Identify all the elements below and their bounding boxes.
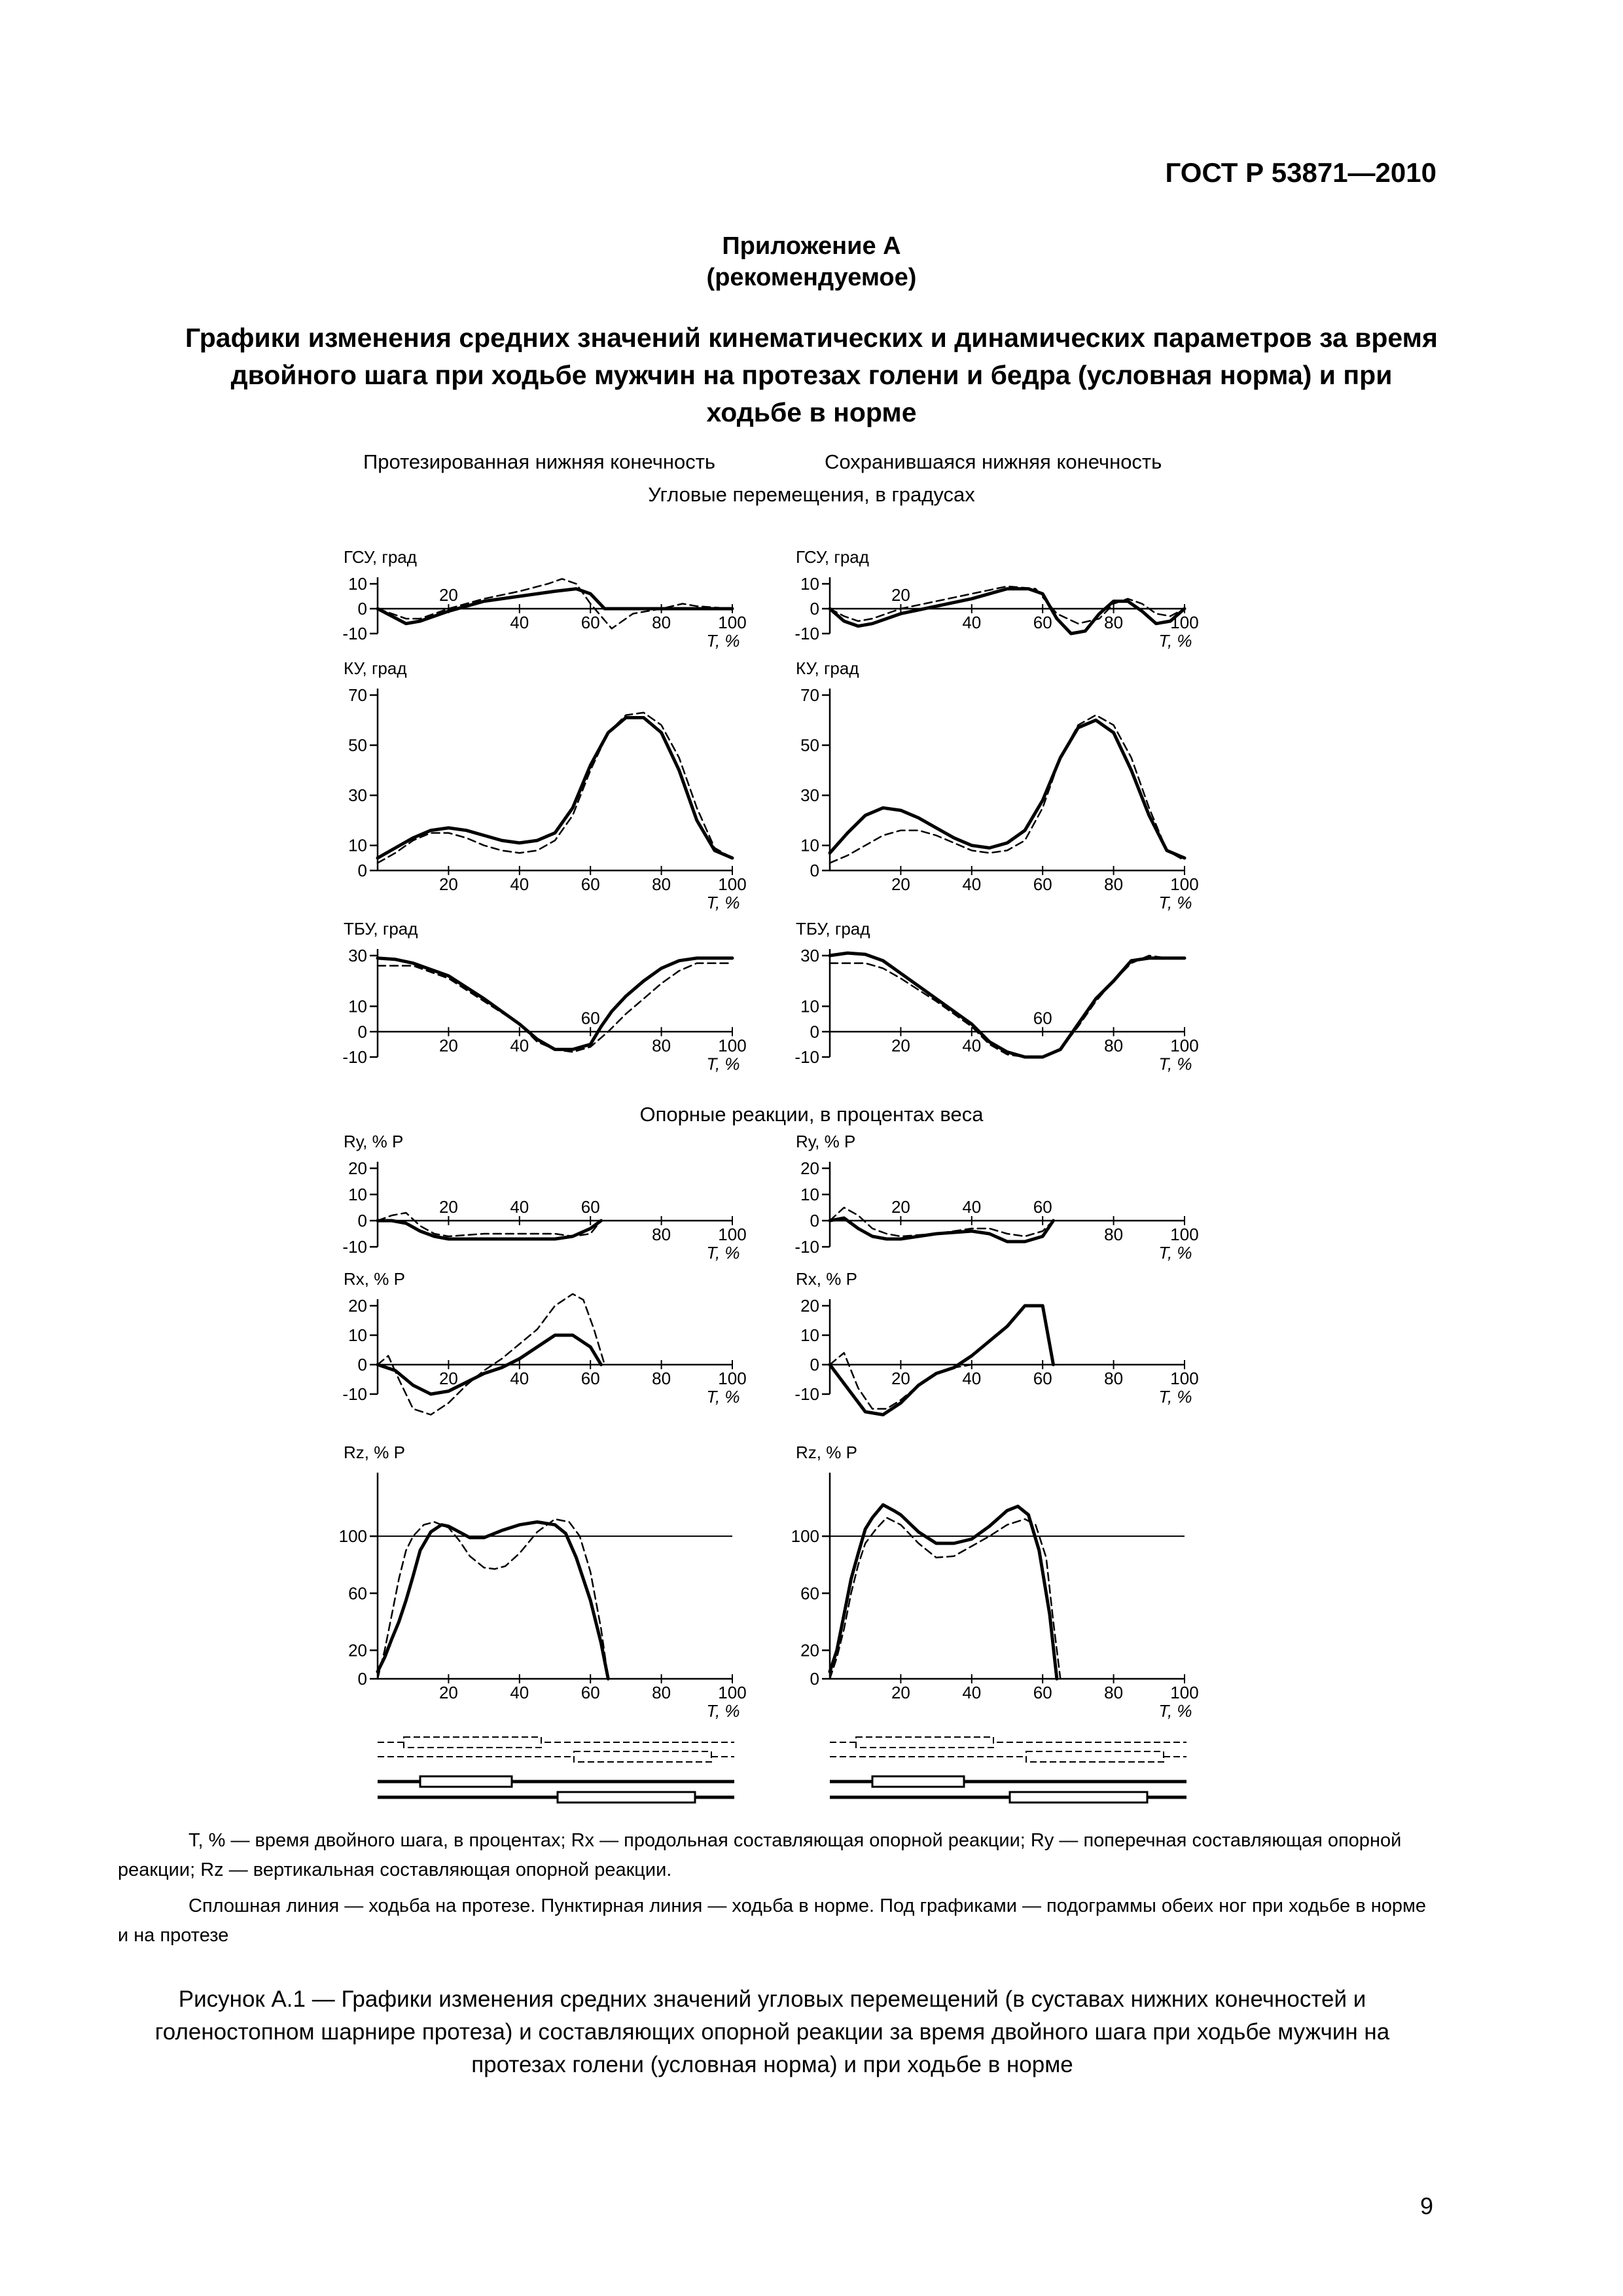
y-tick-label: 10 <box>348 574 367 594</box>
series-prosthesis-line <box>830 1505 1057 1679</box>
x-tick-label: 100 <box>718 1683 747 1702</box>
y-tick-label: 10 <box>348 1325 367 1345</box>
x-axis-label: T, % <box>1158 1387 1192 1407</box>
chart-rx-left <box>342 1269 746 1415</box>
x-tick-label: 100 <box>718 1369 747 1388</box>
y-tick-label: 0 <box>357 861 367 880</box>
y-axis-label: ГСУ, град <box>796 547 869 567</box>
x-tick-label: 60 <box>580 1197 600 1217</box>
series-norm-line <box>830 715 1185 863</box>
series-prosthesis-line <box>378 1522 608 1679</box>
x-tick-label: 20 <box>891 1197 910 1217</box>
podogram-prosthesis-stance <box>558 1792 695 1803</box>
x-tick-label: 80 <box>1104 1035 1124 1056</box>
y-tick-label: 0 <box>357 599 367 619</box>
x-tick-label: 80 <box>652 1225 671 1244</box>
y-axis-label: КУ, град <box>344 658 407 678</box>
y-tick-label: 100 <box>338 1526 367 1547</box>
x-tick-label: 20 <box>438 585 458 605</box>
x-tick-label: 40 <box>510 1197 529 1217</box>
legend-line-styles: Сплошная линия — ходьба на протезе. Пунктирная линия — ходьба в норме. Под графиками — подограммы обеих ног при ходьбе в норме и на протезе <box>118 1895 1427 1946</box>
y-axis-label: Rz, % Р <box>796 1443 857 1462</box>
y-tick-label: -10 <box>794 1384 819 1404</box>
y-tick-label: 0 <box>810 1211 819 1230</box>
x-tick-label: 40 <box>962 1369 982 1388</box>
y-tick-label: 0 <box>357 1211 367 1230</box>
y-tick-label: 10 <box>800 1185 819 1204</box>
x-tick-label: 60 <box>580 1683 600 1702</box>
y-axis-label: Rу, % Р <box>796 1132 856 1151</box>
y-tick-label: 30 <box>348 785 367 806</box>
podogram-norm-stance <box>574 1751 711 1762</box>
y-tick-label: 0 <box>810 1022 819 1042</box>
y-axis-label: Rz, % Р <box>344 1443 405 1462</box>
x-tick-label: 100 <box>1170 1683 1199 1702</box>
x-tick-label: 20 <box>438 1035 458 1056</box>
x-axis-label: T, % <box>706 893 740 912</box>
x-tick-label: 80 <box>652 874 671 894</box>
appendix-subtitle: (рекомендуемое) <box>706 264 917 291</box>
x-tick-label: 60 <box>1033 613 1052 632</box>
y-axis-label: КУ, град <box>796 658 859 678</box>
y-tick-label: 20 <box>800 1158 819 1178</box>
y-tick-label: 100 <box>791 1526 819 1547</box>
y-tick-label: 20 <box>348 1296 367 1316</box>
x-tick-label: 20 <box>438 1197 458 1217</box>
y-tick-label: 30 <box>800 785 819 806</box>
x-tick-label: 40 <box>510 874 529 894</box>
y-tick-label: 10 <box>800 835 819 855</box>
x-tick-label: 40 <box>510 1369 529 1388</box>
y-axis-label: Rх, % Р <box>796 1269 857 1289</box>
series-prosthesis-line <box>830 589 1185 634</box>
x-tick-label: 60 <box>580 613 600 632</box>
chart-rz-left <box>339 1443 747 1721</box>
y-tick-label: 50 <box>800 735 819 755</box>
y-tick-label: 10 <box>800 574 819 594</box>
y-tick-label: 10 <box>348 996 367 1016</box>
x-tick-label: 20 <box>438 1683 458 1702</box>
x-tick-label: 20 <box>438 874 458 894</box>
x-axis-label: T, % <box>706 631 740 651</box>
y-tick-label: -10 <box>794 624 819 643</box>
x-tick-label: 40 <box>510 613 529 632</box>
chart-gsu-right <box>794 547 1198 651</box>
x-tick-label: 80 <box>1104 1369 1124 1388</box>
x-tick-label: 60 <box>1033 1369 1052 1388</box>
podogram-prosthesis-stance <box>872 1776 964 1787</box>
x-tick-label: 40 <box>962 1683 982 1702</box>
standard-code: ГОСТ Р 53871—2010 <box>1165 157 1436 188</box>
legend-notation: T, % — время двойного шага, в процентах; Rx — продольная составляющая опорной реакции; Ry — поперечная составляющая опорной реакции; Rz — вертикальная составляющая опорной реакции. <box>118 1830 1402 1880</box>
podogram-right <box>830 1737 1186 1803</box>
x-tick-label: 100 <box>718 1225 747 1244</box>
x-tick-label: 60 <box>1033 1197 1052 1217</box>
y-tick-label: 30 <box>348 946 367 965</box>
series-norm-line <box>378 1294 605 1415</box>
y-tick-label: -10 <box>794 1047 819 1067</box>
y-tick-label: 10 <box>348 835 367 855</box>
series-norm-line <box>378 713 732 863</box>
x-tick-label: 40 <box>962 1035 982 1056</box>
y-tick-label: 20 <box>800 1640 819 1660</box>
y-tick-label: 0 <box>357 1669 367 1689</box>
y-tick-label: 0 <box>357 1022 367 1042</box>
x-axis-label: T, % <box>1158 631 1192 651</box>
x-axis-label: T, % <box>1158 893 1192 912</box>
page-number: 9 <box>1419 2193 1433 2219</box>
figure-legend <box>118 1826 1427 1950</box>
y-tick-label: 30 <box>800 946 819 965</box>
x-tick-label: 40 <box>510 1035 529 1056</box>
x-tick-label: 100 <box>1170 1225 1199 1244</box>
x-tick-label: 40 <box>962 1197 982 1217</box>
x-tick-label: 80 <box>652 1369 671 1388</box>
podogram-left <box>378 1737 734 1803</box>
series-norm-line <box>378 1519 608 1679</box>
x-tick-label: 20 <box>891 874 910 894</box>
y-tick-label: 20 <box>348 1158 367 1178</box>
podogram-prosthesis-stance <box>1010 1792 1147 1803</box>
x-tick-label: 80 <box>1104 613 1124 632</box>
x-tick-label: 80 <box>1104 1225 1124 1244</box>
podogram-norm-stance <box>1026 1751 1164 1762</box>
chart-ku-left <box>344 658 747 912</box>
section-heading-angles: Угловые перемещения, в градусах <box>648 483 975 506</box>
chart-rx-right <box>794 1269 1198 1415</box>
x-tick-label: 40 <box>962 613 982 632</box>
podogram-norm-stance <box>856 1737 993 1748</box>
y-axis-label: Rу, % Р <box>344 1132 404 1151</box>
x-axis-label: T, % <box>1158 1701 1192 1721</box>
y-axis-label: ТБУ, град <box>796 919 870 939</box>
x-axis-label: T, % <box>706 1243 740 1263</box>
column-heading-prosthetic: Протезированная нижняя конечность <box>363 450 716 473</box>
y-tick-label: -10 <box>342 1237 367 1257</box>
x-axis-label: T, % <box>1158 1243 1192 1263</box>
x-tick-label: 80 <box>652 1035 671 1056</box>
document-title: Графики изменения средних значений кинематических и динамических параметров за время двойного шага при ходьбе мужчин на протезах голени и бедра (условная норма) и при ходьбе в норме <box>185 323 1438 427</box>
y-tick-label: -10 <box>342 624 367 643</box>
x-tick-label: 60 <box>1033 874 1052 894</box>
x-tick-label: 20 <box>438 1369 458 1388</box>
chart-tbu-right <box>794 919 1198 1073</box>
y-tick-label: 0 <box>357 1355 367 1374</box>
chart-tbu-left <box>342 919 746 1073</box>
y-tick-label: -10 <box>794 1237 819 1257</box>
x-tick-label: 100 <box>718 613 747 632</box>
y-tick-label: 60 <box>800 1583 819 1604</box>
podogram-norm-stance <box>404 1737 541 1748</box>
x-tick-label: 60 <box>580 874 600 894</box>
chart-ry-right <box>794 1132 1198 1263</box>
section-heading-reactions: Опорные реакции, в процентах веса <box>639 1103 984 1126</box>
series-prosthesis-line <box>378 718 732 858</box>
x-tick-label: 20 <box>891 585 910 605</box>
x-tick-label: 100 <box>718 1035 747 1056</box>
y-tick-label: 10 <box>800 996 819 1016</box>
chart-ku-right <box>796 658 1199 912</box>
y-tick-label: 0 <box>810 1669 819 1689</box>
series-norm-line <box>830 956 1185 1057</box>
y-tick-label: -10 <box>342 1047 367 1067</box>
y-tick-label: 70 <box>800 685 819 705</box>
x-tick-label: 60 <box>580 1008 600 1028</box>
chart-gsu-left <box>342 547 746 651</box>
x-axis-label: T, % <box>1158 1054 1192 1074</box>
x-tick-label: 80 <box>1104 1683 1124 1702</box>
series-prosthesis-line <box>830 720 1185 858</box>
y-tick-label: 0 <box>810 599 819 619</box>
y-axis-label: Rх, % Р <box>344 1269 405 1289</box>
series-norm-line <box>378 963 732 1052</box>
y-tick-label: -10 <box>342 1384 367 1404</box>
y-tick-label: 70 <box>348 685 367 705</box>
x-tick-label: 60 <box>1033 1008 1052 1028</box>
y-axis-label: ГСУ, град <box>344 547 417 567</box>
series-norm-line <box>378 579 732 628</box>
y-tick-label: 0 <box>810 861 819 880</box>
series-prosthesis-line <box>378 589 732 624</box>
y-tick-label: 50 <box>348 735 367 755</box>
x-tick-label: 40 <box>962 874 982 894</box>
column-heading-intact: Сохранившаяся нижняя конечность <box>825 450 1162 473</box>
x-tick-label: 80 <box>1104 874 1124 894</box>
x-tick-label: 60 <box>1033 1683 1052 1702</box>
x-tick-label: 100 <box>718 874 747 894</box>
x-tick-label: 20 <box>891 1683 910 1702</box>
y-tick-label: 20 <box>800 1296 819 1316</box>
series-prosthesis-line <box>830 1218 1054 1242</box>
x-tick-label: 100 <box>1170 1369 1199 1388</box>
y-tick-label: 60 <box>348 1583 367 1604</box>
chart-ry-left <box>342 1132 746 1263</box>
x-tick-label: 20 <box>891 1369 910 1388</box>
x-axis-label: T, % <box>706 1054 740 1074</box>
y-axis-label: ТБУ, град <box>344 919 418 939</box>
x-axis-label: T, % <box>706 1387 740 1407</box>
y-tick-label: 10 <box>800 1325 819 1345</box>
y-tick-label: 10 <box>348 1185 367 1204</box>
x-tick-label: 100 <box>1170 874 1199 894</box>
x-tick-label: 60 <box>580 1369 600 1388</box>
x-tick-label: 20 <box>891 1035 910 1056</box>
y-tick-label: 0 <box>810 1355 819 1374</box>
figure-caption: Рисунок А.1 — Графики изменения средних значений угловых перемещений (в суставах нижних конечностей и голеностопном шарнире протеза) и составляющих опорной реакции за время двойного шага при ходьбе мужчин на протезах голени (условная норма) и при ходьбе в норме <box>154 1986 1390 2077</box>
x-tick-label: 100 <box>1170 1035 1199 1056</box>
x-axis-label: T, % <box>706 1701 740 1721</box>
y-tick-label: 20 <box>348 1640 367 1660</box>
chart-rz-right <box>791 1443 1199 1721</box>
x-tick-label: 80 <box>652 613 671 632</box>
x-tick-label: 40 <box>510 1683 529 1702</box>
podogram-prosthesis-stance <box>420 1776 512 1787</box>
x-tick-label: 100 <box>1170 613 1199 632</box>
series-prosthesis-line <box>830 1306 1054 1415</box>
x-tick-label: 80 <box>652 1683 671 1702</box>
appendix-title: Приложение А <box>722 232 901 260</box>
